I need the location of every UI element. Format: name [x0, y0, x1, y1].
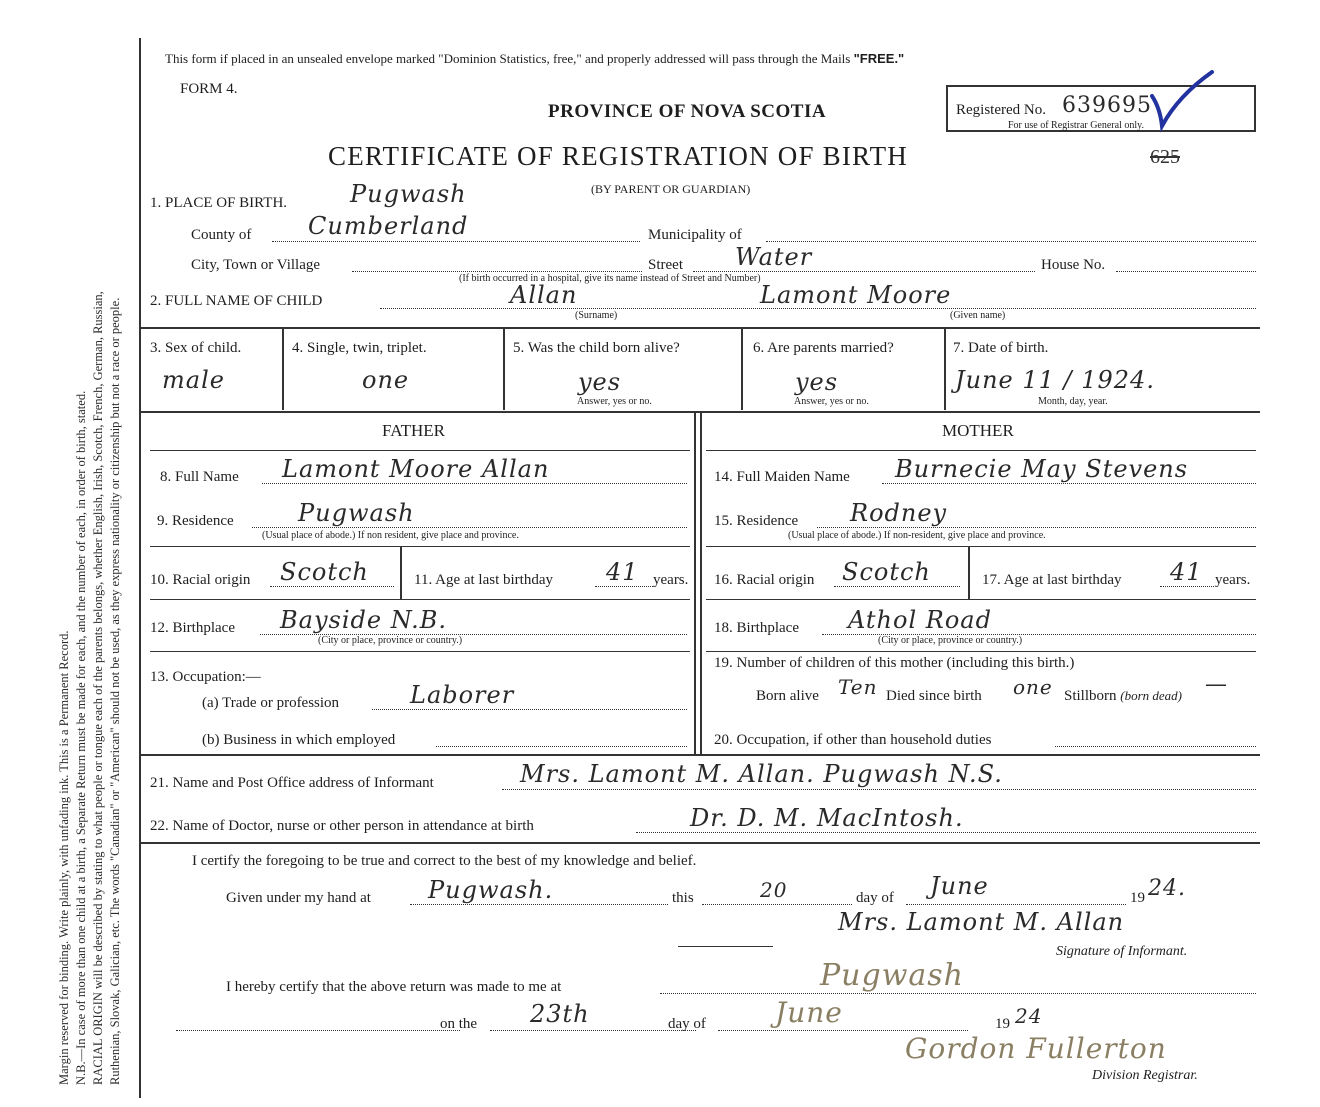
born-alive-value: Ten — [838, 675, 878, 699]
registrar-month-value: June — [775, 996, 843, 1029]
mother-residence-note: (Usual place of abode.) If non-resident, give place and province. — [788, 530, 1046, 541]
mail-notice — [165, 51, 904, 67]
father-occupation-label: 13. Occupation:— — [150, 669, 261, 685]
father-age-value: 41 — [606, 558, 639, 586]
informant-signature-label: Signature of Informant. — [1056, 944, 1188, 959]
stillborn-text: Stillborn — [1064, 688, 1117, 704]
alive-label: 5. Was the child born alive? — [513, 340, 680, 356]
registrar-statement: I hereby certify that the above return was made to me at — [226, 979, 562, 995]
street-label: Street — [648, 257, 683, 273]
margin-line-3: RACIAL ORIGIN will be described by stating to what people or tongue each of the parents belongs, whether English, Irish, Scotch, French, German, Russian, — [91, 291, 105, 1085]
stillborn-note: (born dead) — [1120, 688, 1183, 703]
business-label: (b) Business in which employed — [202, 732, 396, 748]
mail-notice-text: This form if placed in an unsealed envelope marked "Dominion Statistics, free," and properly addressed will pass through the Mails — [165, 51, 851, 66]
house-label: House No. — [1041, 257, 1106, 273]
informant-value: Mrs. Lamont M. Allan. Pugwash N.S. — [520, 760, 1003, 788]
registrar-signature-label: Division Registrar. — [1092, 1068, 1198, 1083]
hospital-note: (If birth occurred in a hospital, give its name instead of Street and Number) — [459, 273, 761, 284]
single-label: 4. Single, twin, triplet. — [292, 340, 427, 356]
mother-birthplace-label: 18. Birthplace — [714, 620, 799, 636]
dob-note: Month, day, year. — [1038, 396, 1108, 407]
children-label: 19. Number of children of this mother (including this birth.) — [714, 655, 1075, 671]
sex-value: male — [162, 366, 225, 394]
mother-name-value: Burnecie May Stevens — [895, 455, 1189, 483]
child-name-label: 2. FULL NAME OF CHILD — [150, 293, 323, 309]
municipality-label: Municipality of — [648, 227, 742, 243]
father-age-label: 11. Age at last birthday — [414, 572, 553, 588]
born-alive-label: Born alive — [756, 688, 819, 704]
sex-label: 3. Sex of child. — [150, 340, 242, 356]
mother-heading: MOTHER — [942, 421, 1014, 440]
given-place-value: Pugwash. — [428, 876, 554, 904]
registrar-year-prefix: 19 — [995, 1016, 1010, 1032]
this-label: this — [672, 890, 694, 906]
trade-value: Laborer — [410, 681, 515, 709]
doctor-value: Dr. D. M. MacIntosh. — [690, 804, 964, 832]
county-label: County of — [191, 227, 252, 243]
married-label: 6. Are parents married? — [753, 340, 894, 356]
certify-year-value: 24. — [1148, 876, 1186, 901]
father-racial-value: Scotch — [280, 558, 369, 586]
informant-label: 21. Name and Post Office address of Informant — [150, 775, 434, 791]
given-caption: (Given name) — [950, 310, 1006, 321]
mother-racial-label: 16. Racial origin — [714, 572, 815, 588]
margin-line-1: Margin reserved for binding. Write plainly, with unfading ink. This is a Permanent Record. — [57, 630, 71, 1085]
father-birthplace-value: Bayside N.B. — [280, 606, 448, 634]
registrar-day-value: 23th — [530, 1000, 590, 1028]
stillborn-label — [1064, 688, 1182, 705]
registrar-note: For use of Registrar General only. — [1008, 120, 1144, 131]
certify-statement: I certify the foregoing to be true and correct to the best of my knowledge and belief. — [192, 853, 697, 869]
dob-label: 7. Date of birth. — [953, 340, 1049, 356]
margin-instructions — [56, 25, 124, 1085]
single-value: one — [362, 366, 410, 394]
died-label: Died since birth — [886, 688, 982, 704]
registrar-signature: Gordon Fullerton — [905, 1032, 1167, 1065]
certificate-title: CERTIFICATE OF REGISTRATION OF BIRTH — [328, 141, 908, 171]
given-under-label: Given under my hand at — [226, 890, 371, 906]
father-racial-label: 10. Racial origin — [150, 572, 251, 588]
father-residence-value: Pugwash — [298, 499, 415, 527]
certify-month-value: June — [930, 872, 989, 900]
father-years: years. — [653, 572, 689, 588]
binding-line — [139, 38, 141, 1098]
registrar-day-of-label: day of — [668, 1016, 706, 1032]
trade-label: (a) Trade or profession — [202, 695, 340, 711]
county-value: Cumberland — [308, 212, 469, 240]
mother-residence-value: Rodney — [850, 499, 948, 527]
margin-line-2: N.B.—In case of more than one child at a birth, a Separate Return must be made for each, and the number of each, in order of birth, stated. — [74, 390, 88, 1085]
surname-caption: (Surname) — [575, 310, 618, 321]
margin-line-4: Ruthenian, Slovak, Galician, etc. The words "Canadian" or "American" should not be used, as they express nationality or citizenship but not a race or people. — [108, 297, 122, 1085]
dob-value: June 11 / 1924. — [955, 366, 1155, 394]
certify-year-prefix: 19 — [1130, 890, 1145, 906]
father-name-value: Lamont Moore Allan — [282, 455, 550, 483]
died-value: one — [1013, 675, 1053, 699]
father-heading: FATHER — [382, 421, 445, 440]
certificate-subtitle: (BY PARENT OR GUARDIAN) — [591, 182, 751, 196]
mother-age-value: 41 — [1170, 558, 1203, 586]
married-note: Answer, yes or no. — [794, 396, 869, 407]
father-birthplace-note: (City or place, province or country.) — [318, 635, 463, 646]
mother-birthplace-note: (City or place, province or country.) — [878, 635, 1023, 646]
struck-number: 625 — [1150, 146, 1180, 168]
province-heading: PROVINCE OF NOVA SCOTIA — [548, 101, 827, 122]
child-given-value: Lamont Moore — [760, 281, 952, 309]
mother-age-label: 17. Age at last birthday — [982, 572, 1122, 588]
registrar-year-value: 24 — [1015, 1004, 1043, 1028]
form-number: FORM 4. — [180, 81, 238, 97]
alive-note: Answer, yes or no. — [577, 396, 652, 407]
stillborn-value: — — [1205, 672, 1228, 697]
registered-label: Registered No. — [956, 102, 1046, 118]
doctor-label: 22. Name of Doctor, nurse or other person in attendance at birth — [150, 818, 534, 834]
city-label: City, Town or Village — [191, 257, 321, 273]
father-birthplace-label: 12. Birthplace — [150, 620, 235, 636]
place-of-birth-value: Pugwash — [350, 180, 467, 208]
registrar-place-value: Pugwash — [820, 958, 964, 993]
street-value: Water — [735, 243, 813, 271]
father-residence-label: 9. Residence — [157, 513, 234, 529]
alive-value: yes — [578, 368, 622, 396]
certify-day-of-label: day of — [856, 890, 894, 906]
mail-notice-free: "FREE." — [853, 51, 905, 66]
on-the-label: on the — [440, 1016, 478, 1032]
mother-racial-value: Scotch — [842, 558, 931, 586]
mother-years: years. — [1215, 572, 1251, 588]
mother-name-label: 14. Full Maiden Name — [714, 469, 850, 485]
checkmark-icon — [1148, 66, 1218, 136]
mother-residence-label: 15. Residence — [714, 513, 799, 529]
father-name-label: 8. Full Name — [160, 469, 239, 485]
married-value: yes — [795, 368, 839, 396]
registered-value: 639695 — [1062, 93, 1152, 118]
informant-signature: Mrs. Lamont M. Allan — [838, 908, 1125, 936]
certify-day-value: 20 — [760, 878, 788, 902]
child-surname-value: Allan — [510, 281, 578, 309]
mother-occupation-label: 20. Occupation, if other than household duties — [714, 732, 992, 748]
mother-birthplace-value: Athol Road — [848, 606, 992, 634]
place-of-birth-label: 1. PLACE OF BIRTH. — [150, 195, 288, 211]
father-residence-note: (Usual place of abode.) If non resident, give place and province. — [262, 530, 519, 541]
